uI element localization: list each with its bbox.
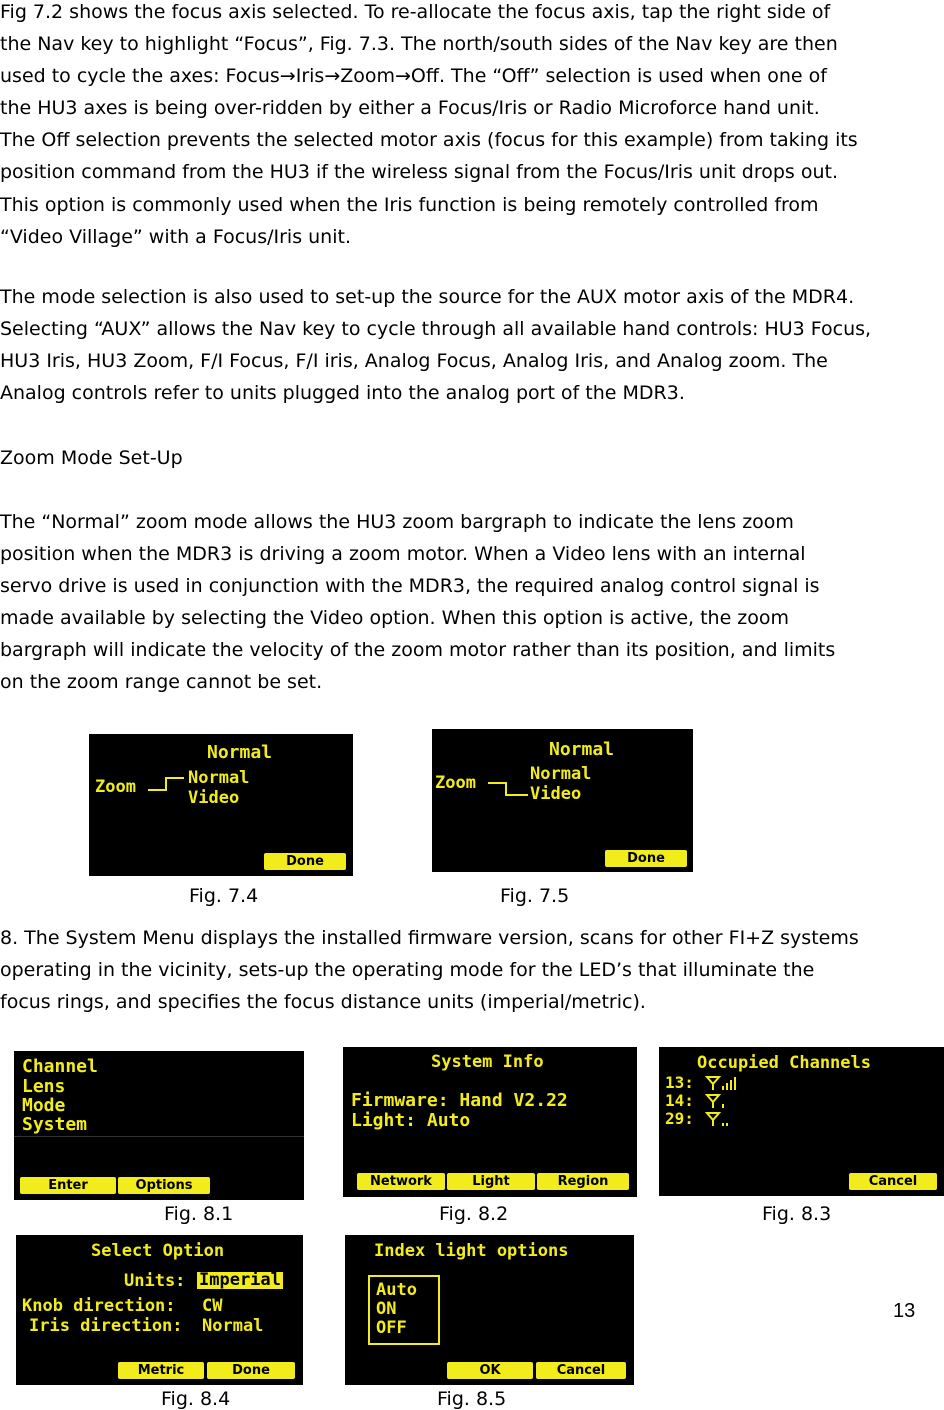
caption-fig-7-5: Fig. 7.5 — [500, 885, 570, 907]
screen-title: Select Option — [91, 1241, 225, 1261]
caption-fig-7-4: Fig. 7.4 — [189, 885, 259, 907]
cancel-button[interactable]: Cancel — [536, 1362, 626, 1379]
channel-14: 14: — [665, 1091, 694, 1110]
option-video: Video — [530, 784, 582, 804]
cancel-button[interactable]: Cancel — [849, 1173, 937, 1190]
caption-fig-8-5: Fig. 8.5 — [437, 1388, 507, 1410]
region-button[interactable]: Region — [537, 1173, 629, 1190]
screen-title: Normal — [207, 742, 273, 763]
figure-8-5-screen — [345, 1235, 634, 1385]
signal-strength-icon — [705, 1093, 725, 1109]
ok-button[interactable]: OK — [447, 1362, 533, 1379]
figure-8-1-screen — [14, 1051, 304, 1200]
menu-item-channel: Channel — [22, 1056, 98, 1077]
option-normal: Normal — [188, 768, 250, 788]
option-auto[interactable]: Auto — [376, 1280, 417, 1300]
option-off[interactable]: OFF — [376, 1318, 407, 1338]
option-video: Video — [188, 788, 240, 808]
screen-title: Normal — [549, 739, 615, 760]
screen-title: Index light options — [374, 1241, 569, 1261]
light-mode: Light: Auto — [351, 1110, 471, 1131]
paragraph-zoom-mode: The “Normal” zoom mode allows the HU3 zoom bargraph to indicate the lens zoom position when the MDR3 is driving a zoom motor. When a Video lens with an internal servo drive is used in conjunction with the MDR3, the required analog control signal is made available by selecting the Video option. When this option is active, the zoom bargraph will indicate the velocity of the zoom motor rather than its position, and limits on the zoom range cannot be set. — [0, 511, 836, 694]
light-button[interactable]: Light — [447, 1173, 535, 1190]
caption-fig-8-1: Fig. 8.1 — [164, 1203, 234, 1225]
iris-direction-value: Normal — [202, 1316, 264, 1336]
caption-fig-8-3: Fig. 8.3 — [762, 1203, 832, 1225]
paragraph-aux-mode: The mode selection is also used to set-up the source for the AUX motor axis of the MDR4. Selecting “AUX” allows the Nav key to cycle through all available hand controls: HU3 Focus, HU3 Iris, HU3 Zoom, F/I Focus, F/I iris, Analog Focus, Analog Iris, and Analog zoom. The Analog controls refer to units plugged into the analog port of the MDR3. — [0, 286, 872, 405]
caption-fig-8-4: Fig. 8.4 — [161, 1388, 231, 1410]
figure-8-3-screen — [659, 1047, 944, 1196]
metric-button[interactable]: Metric — [118, 1362, 204, 1379]
caption-fig-8-2: Fig. 8.2 — [439, 1203, 509, 1225]
options-button[interactable]: Options — [118, 1177, 210, 1194]
screen-title: System Info — [431, 1052, 544, 1072]
paragraph-system-menu: 8. The System Menu displays the installed firmware version, scans for other FI+Z systems operating in the vicinity, sets-up the operating mode for the LED’s that illuminate the focus rings, and specifies the focus distance units (imperial/metric). — [0, 927, 859, 1014]
firmware-version: Firmware: Hand V2.22 — [351, 1090, 568, 1111]
enter-button[interactable]: Enter — [20, 1177, 116, 1194]
bracket-connector — [146, 774, 186, 796]
figure-7-4-screen — [89, 734, 353, 876]
menu-divider — [14, 1136, 304, 1137]
bracket-connector — [486, 777, 530, 799]
option-on[interactable]: ON — [376, 1299, 397, 1319]
paragraph-focus-axis: Fig 7.2 shows the focus axis selected. To re-allocate the focus axis, tap the right side of the Nav key to highlight “Focus”, Fig. 7.3. The north/south sides of the Nav key are then used to cycle the axes: Focus→Iris→Zoom→Off. The “Off” selection is used when one of the HU3 axes is being over-ridden by either a Focus/Iris or Radio Microforce hand unit. The Off selection prevents the selected motor axis (focus for this example) from taking its position command from the HU3 if the wireless signal from the Focus/Iris unit drops out. This option is commonly used when the Iris function is being remotely controlled from “Video Village” with a Focus/Iris unit. — [0, 1, 858, 248]
done-button[interactable]: Done — [605, 850, 687, 867]
units-value[interactable]: Imperial — [199, 1270, 281, 1290]
signal-strength-icon — [705, 1111, 729, 1127]
units-label: Units: — [124, 1271, 186, 1291]
menu-item-lens: Lens — [22, 1076, 66, 1097]
option-normal: Normal — [530, 764, 592, 784]
menu-item-system: System — [22, 1114, 88, 1135]
knob-direction-label: Knob direction: — [22, 1296, 176, 1316]
screen-title: Occupied Channels — [697, 1053, 871, 1073]
zoom-label: Zoom — [95, 777, 136, 797]
zoom-label: Zoom — [435, 773, 476, 793]
figure-8-2-screen — [343, 1047, 637, 1197]
network-button[interactable]: Network — [357, 1173, 445, 1190]
done-button[interactable]: Done — [264, 853, 346, 870]
figure-8-4-screen — [16, 1235, 303, 1385]
channel-29: 29: — [665, 1109, 694, 1128]
knob-direction-value: CW — [202, 1296, 223, 1316]
channel-13: 13: — [665, 1073, 694, 1092]
menu-item-mode: Mode — [22, 1095, 66, 1116]
iris-direction-label: Iris direction: — [29, 1316, 183, 1336]
signal-strength-icon — [705, 1075, 741, 1091]
done-button[interactable]: Done — [207, 1362, 295, 1379]
figure-7-5-screen — [432, 729, 693, 872]
page-number: 13 — [893, 1300, 916, 1322]
heading-zoom-mode: Zoom Mode Set-Up — [0, 447, 183, 469]
